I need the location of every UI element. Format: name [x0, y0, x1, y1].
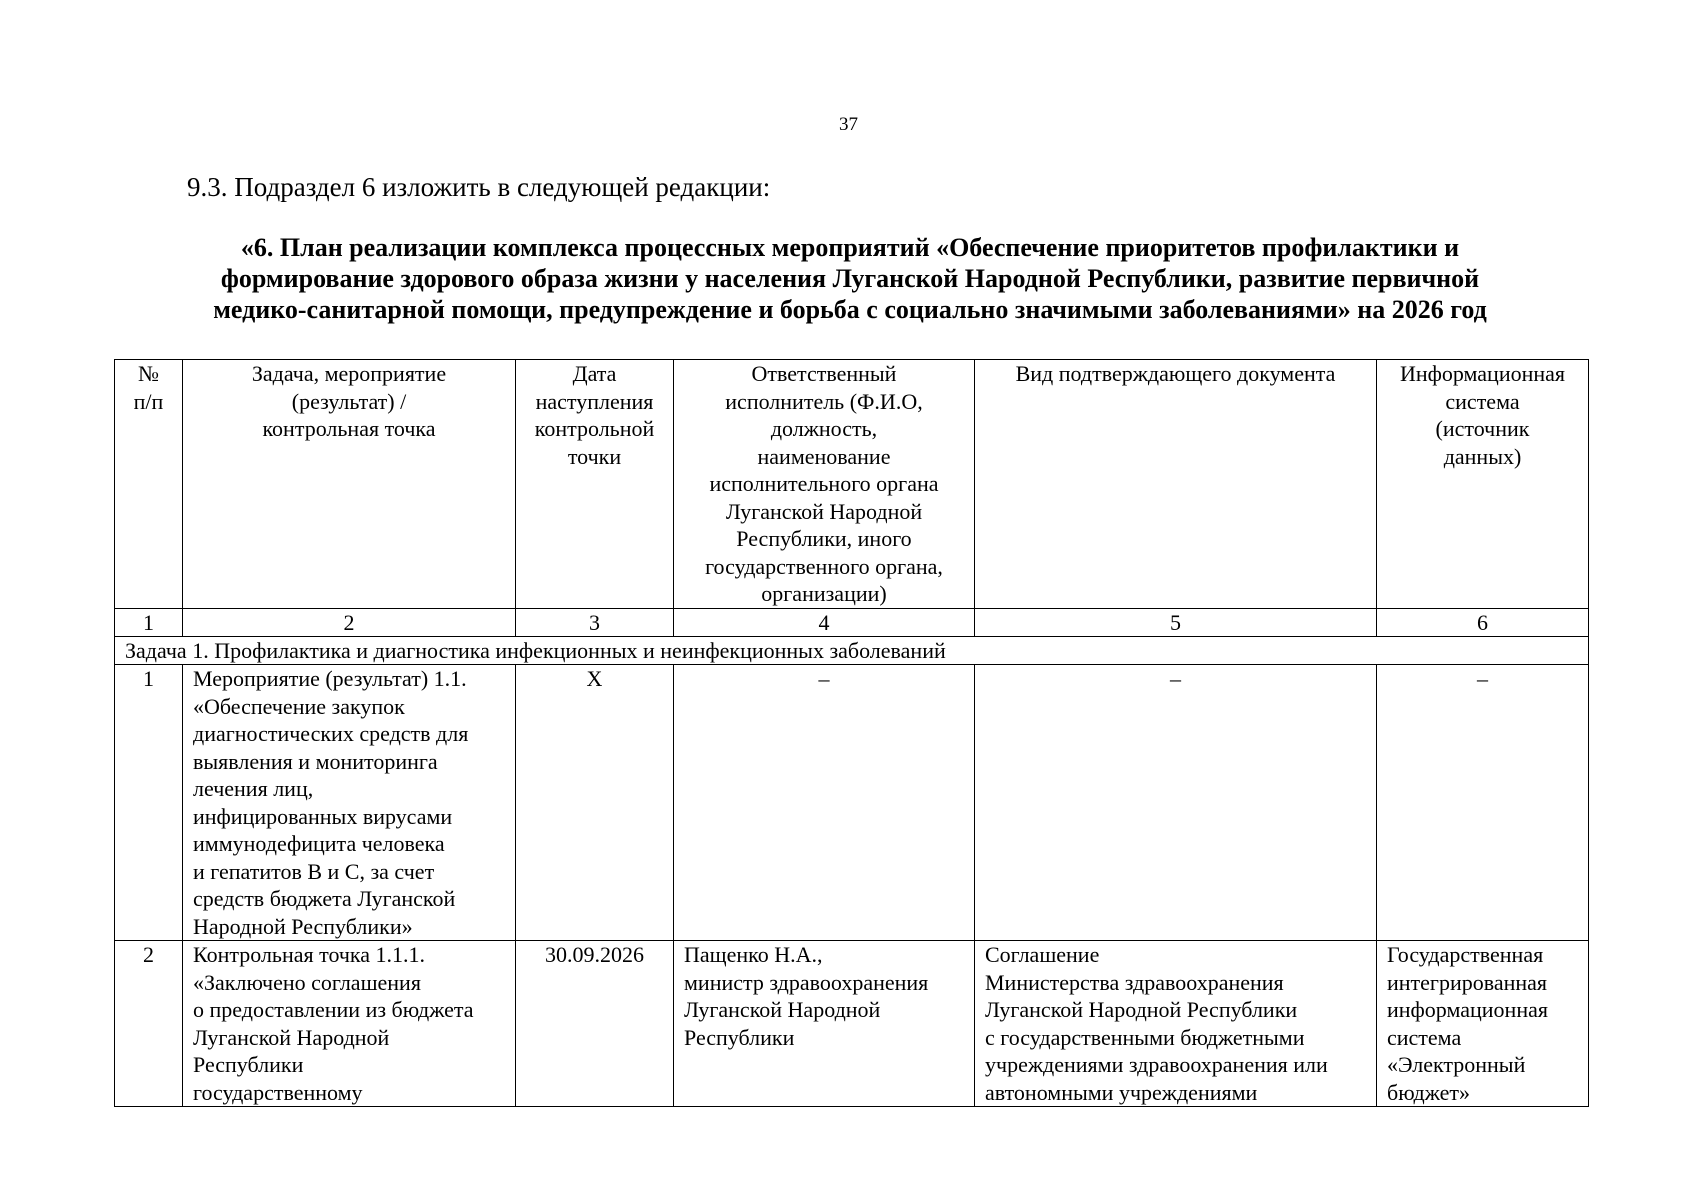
cell-line: «Заключено соглашения	[193, 969, 421, 995]
row-number: 1	[115, 665, 183, 941]
cell-line: система	[1445, 388, 1520, 414]
section-row	[115, 636, 1589, 665]
cell-line: автономными учреждениями	[985, 1079, 1258, 1105]
cell-line: должность,	[770, 416, 878, 441]
table-row	[115, 665, 1589, 941]
cell-line: №	[138, 361, 159, 386]
header-cell	[115, 360, 183, 609]
cell-line: бюджет»	[1387, 1079, 1470, 1105]
cell-line: Луганской Народной	[193, 1024, 390, 1050]
cell-line: контрольная точка	[262, 416, 436, 441]
document-heading	[120, 232, 1580, 325]
column-number: 6	[1377, 608, 1589, 636]
cell-line: Луганской Народной	[684, 997, 881, 1022]
cell-line: Дата	[572, 361, 617, 386]
column-number: 4	[674, 608, 975, 636]
cell-line: диагностических средств для	[193, 721, 469, 746]
cell-line: Республики, иного	[736, 526, 912, 551]
cell-line: и гепатитов В и С, за счет	[193, 858, 435, 884]
cell-line: учреждениями здравоохранения или	[985, 1052, 1328, 1077]
cell-line: (источник	[1435, 416, 1530, 441]
cell-line: государственному	[193, 1079, 363, 1105]
heading-line: формирование здорового образа жизни у населения Луганской Народной Республики, развитие первичной	[220, 264, 1480, 293]
page-number: 37	[839, 114, 858, 135]
cell-line: интегрированная	[1387, 969, 1548, 995]
header-cell	[183, 360, 516, 609]
executor-cell	[674, 665, 975, 941]
cell-line: лечения лиц,	[193, 776, 314, 801]
section-title: Задача 1. Профилактика и диагностика инфекционных и неинфекционных заболеваний	[115, 636, 1589, 665]
header-cell	[516, 360, 674, 609]
cell-line: министр здравоохранения	[684, 969, 929, 995]
cell-line: Республики	[193, 1052, 304, 1077]
cell-line: Ответственный	[751, 361, 897, 386]
cell-line: Луганской Народной Республики	[985, 997, 1298, 1022]
cell-line: (результат) /	[291, 388, 407, 414]
cell-line: иммунодефицита человека	[193, 831, 445, 856]
cell-line: Вид подтверждающего документа	[1015, 361, 1336, 386]
header-cell	[674, 360, 975, 609]
table-row	[115, 941, 1589, 1107]
date-cell: 30.09.2026	[516, 941, 674, 1107]
cell-line: организации)	[761, 581, 887, 606]
cell-line: наименование	[757, 443, 891, 469]
cell-line: Соглашение	[985, 942, 1100, 967]
cell-line: –	[818, 666, 830, 691]
cell-line: наступления	[535, 388, 654, 414]
column-number: 5	[975, 608, 1377, 636]
cell-line: п/п	[133, 388, 164, 414]
cell-line: средств бюджета Луганской	[193, 886, 456, 911]
table-header-row	[115, 360, 1589, 609]
cell-line: исполнитель (Ф.И.О,	[725, 388, 923, 414]
cell-line: Государственная	[1387, 942, 1544, 967]
cell-line: с государственными бюджетными	[985, 1024, 1305, 1050]
document-cell	[975, 941, 1377, 1107]
cell-line: Республики	[684, 1024, 795, 1050]
cell-line: Народной Республики»	[193, 913, 413, 939]
heading-line: «6. План реализации комплекса процессных мероприятий «Обеспечение приоритетов профилактики и	[240, 233, 1460, 262]
executor-cell	[674, 941, 975, 1107]
cell-line: Пащенко Н.А.,	[684, 942, 823, 967]
cell-line: «Обеспечение закупок	[193, 693, 405, 719]
cell-line: точки	[567, 443, 622, 469]
column-number: 3	[516, 608, 674, 636]
cell-line: Мероприятие (результат) 1.1.	[193, 666, 467, 691]
cell-line: система	[1387, 1024, 1462, 1050]
heading-line: медико-санитарной помощи, предупреждение и борьба с социально значимыми заболеваниями» на 2026 год	[213, 295, 1487, 324]
cell-line: –	[1170, 666, 1181, 691]
column-number: 1	[115, 608, 183, 636]
document-cell	[975, 665, 1377, 941]
cell-line: выявления и мониторинга	[193, 748, 438, 774]
cell-line: о предоставлении из бюджета	[193, 997, 474, 1022]
cell-line: Контрольная точка 1.1.1.	[193, 942, 426, 967]
row-number: 2	[115, 941, 183, 1107]
system-cell	[1377, 941, 1589, 1107]
cell-line: Министерства здравоохранения	[985, 969, 1284, 995]
cell-line: информационная	[1387, 997, 1548, 1022]
intro-text: 9.3. Подраздел 6 изложить в следующей редакции:	[187, 172, 771, 202]
cell-line: инфицированных вирусами	[193, 803, 453, 829]
column-number-row	[115, 608, 1589, 636]
cell-line: контрольной	[534, 416, 655, 441]
system-cell	[1377, 665, 1589, 941]
cell-line: Луганской Народной	[725, 498, 923, 524]
task-cell	[183, 665, 516, 941]
column-number: 2	[183, 608, 516, 636]
header-cell	[1377, 360, 1589, 609]
cell-line: «Электронный	[1387, 1052, 1526, 1077]
cell-line: Информационная	[1399, 361, 1566, 386]
cell-line: –	[1477, 666, 1488, 691]
task-cell	[183, 941, 516, 1107]
header-cell	[975, 360, 1377, 609]
plan-table	[114, 359, 1589, 1107]
cell-line: данных)	[1443, 443, 1522, 469]
cell-line: исполнительного органа	[709, 471, 939, 496]
cell-line: Задача, мероприятие	[251, 361, 447, 386]
cell-line: государственного органа,	[705, 553, 943, 579]
date-cell: Х	[516, 665, 674, 941]
